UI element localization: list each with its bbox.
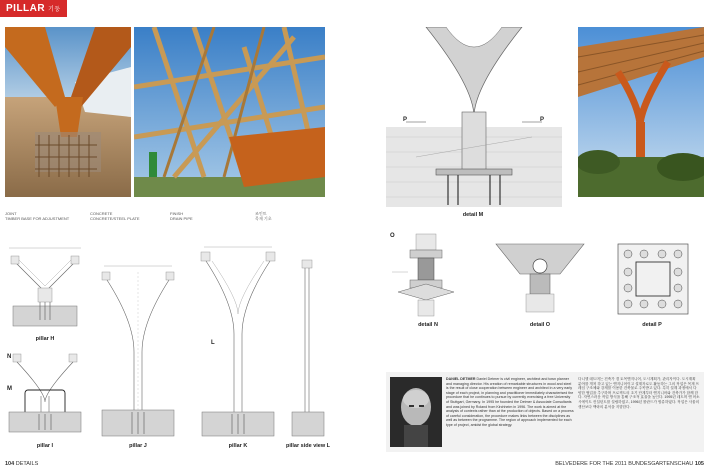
legend-item: CONCRETE/STEEL PLATE (90, 216, 140, 221)
legend-right (170, 211, 193, 221)
marker-o: O (390, 233, 395, 239)
drawing-pillar-i (5, 352, 85, 437)
legend-left (5, 211, 69, 221)
bio-korean: 다니엘 데트머는 건축가 겸 토목엔지니어, 도시계획가, 관리자이다. 도시계획 분야를 개척 하고 있는 엔지니어이고 설계자로도 활동하는 그의 작업은 목재 프레임 구조체와 강재를 이용한 건축물로 주목받고 있다. 특히 설계 과정에서 다양한 협업을 추구하며 프로젝트의 초기 단계부터 엔지니어와 건축가가 함께 한다. 자연스러운 작업 방식을 통해 구조적 효율을 높인다. 1995년 데트머 앤 어소시에이트 컨설턴트를 설립하였고, 1996년 롤란드가 합류하였다. 작업은 사물의 생산보다 맥락의 분석을 지향한다. (578, 377, 700, 409)
caption-pillar-i: pillar I (36, 443, 54, 449)
footer-right (555, 461, 704, 467)
drawing-detail-m (386, 27, 562, 207)
bio-name: DANIEL DETMER (446, 377, 476, 381)
drawing-detail-o (490, 240, 590, 318)
legend-item: DRAIN PIPE (170, 216, 193, 221)
marker-p-right: P (540, 117, 545, 123)
drawing-detail-n (388, 232, 464, 318)
photo-timber-frame (134, 27, 325, 197)
section-tag (0, 0, 67, 17)
marker-p-left: P (403, 117, 408, 123)
legend-item: JOINT (5, 211, 17, 216)
caption-pillar-side: pillar side view L (285, 443, 331, 449)
page-number-left: 104 (5, 461, 15, 467)
drawing-pillar-side (288, 256, 328, 440)
footer-left (5, 461, 38, 467)
photo-pillar-base (5, 27, 131, 197)
section-subtitle: 기둥 (48, 7, 61, 13)
caption-pillar-h: pillar H (35, 336, 55, 342)
legend-mid (90, 211, 140, 221)
legend-far (255, 211, 272, 221)
footer-left-label: DETAILS (15, 461, 39, 467)
drawing-pillar-k (198, 244, 278, 440)
caption-detail-p: detail P (642, 322, 662, 328)
marker-l: L (211, 340, 215, 346)
legend-item: CONCRETE (90, 211, 113, 216)
caption-detail-o: detail O (529, 322, 551, 328)
drawing-pillar-j (98, 262, 178, 440)
footer-right-label: BELVEDERE FOR THE 2011 BUNDESGARTENSCHAU (555, 461, 694, 467)
caption-pillar-k: pillar K (228, 443, 248, 449)
legend-item: 목재 기초 (255, 216, 272, 221)
drawing-detail-p (612, 240, 694, 320)
caption-detail-n: detail N (418, 322, 438, 328)
photo-pillar-deck (578, 27, 704, 197)
legend-item: 조인트 (255, 211, 267, 216)
caption-pillar-j: pillar J (129, 443, 147, 449)
bio-english (446, 377, 574, 447)
drawing-pillar-h (5, 240, 85, 335)
caption-detail-m: detail M (462, 212, 484, 218)
marker-n: N (7, 354, 12, 360)
marker-m: M (7, 386, 12, 392)
legend-item: FINISH (170, 211, 184, 216)
section-title: PILLAR (6, 3, 46, 14)
portrait-photo (390, 377, 442, 447)
bio-text: Daniel Detmer is civil engineer, architect and town planner and managing director. His creation of remarkable structures in wood and steel is the result of close cooperation between engineer and architect in a very early stage of each project, in planning and practitioner immediately characterised the procedure that he continues to pursue by currently exercising a free University of Stuttgart, Germany. In 1995 he founded the Detmer & Associate Consultants and was joined by Roland from Kirchheim in 1996. The work is aimed at the analysis of contexts rather than at the production of objects. Based on a process of careful consideration, the procedure makes links between the disciplines as well as between the programme. The region of approach implemented for each type of project, amidst the global strategy. (446, 377, 574, 427)
legend-item: TIMBER BASE FOR ADJUSTMENT (5, 216, 70, 221)
page-number-right: 105 (694, 461, 704, 467)
